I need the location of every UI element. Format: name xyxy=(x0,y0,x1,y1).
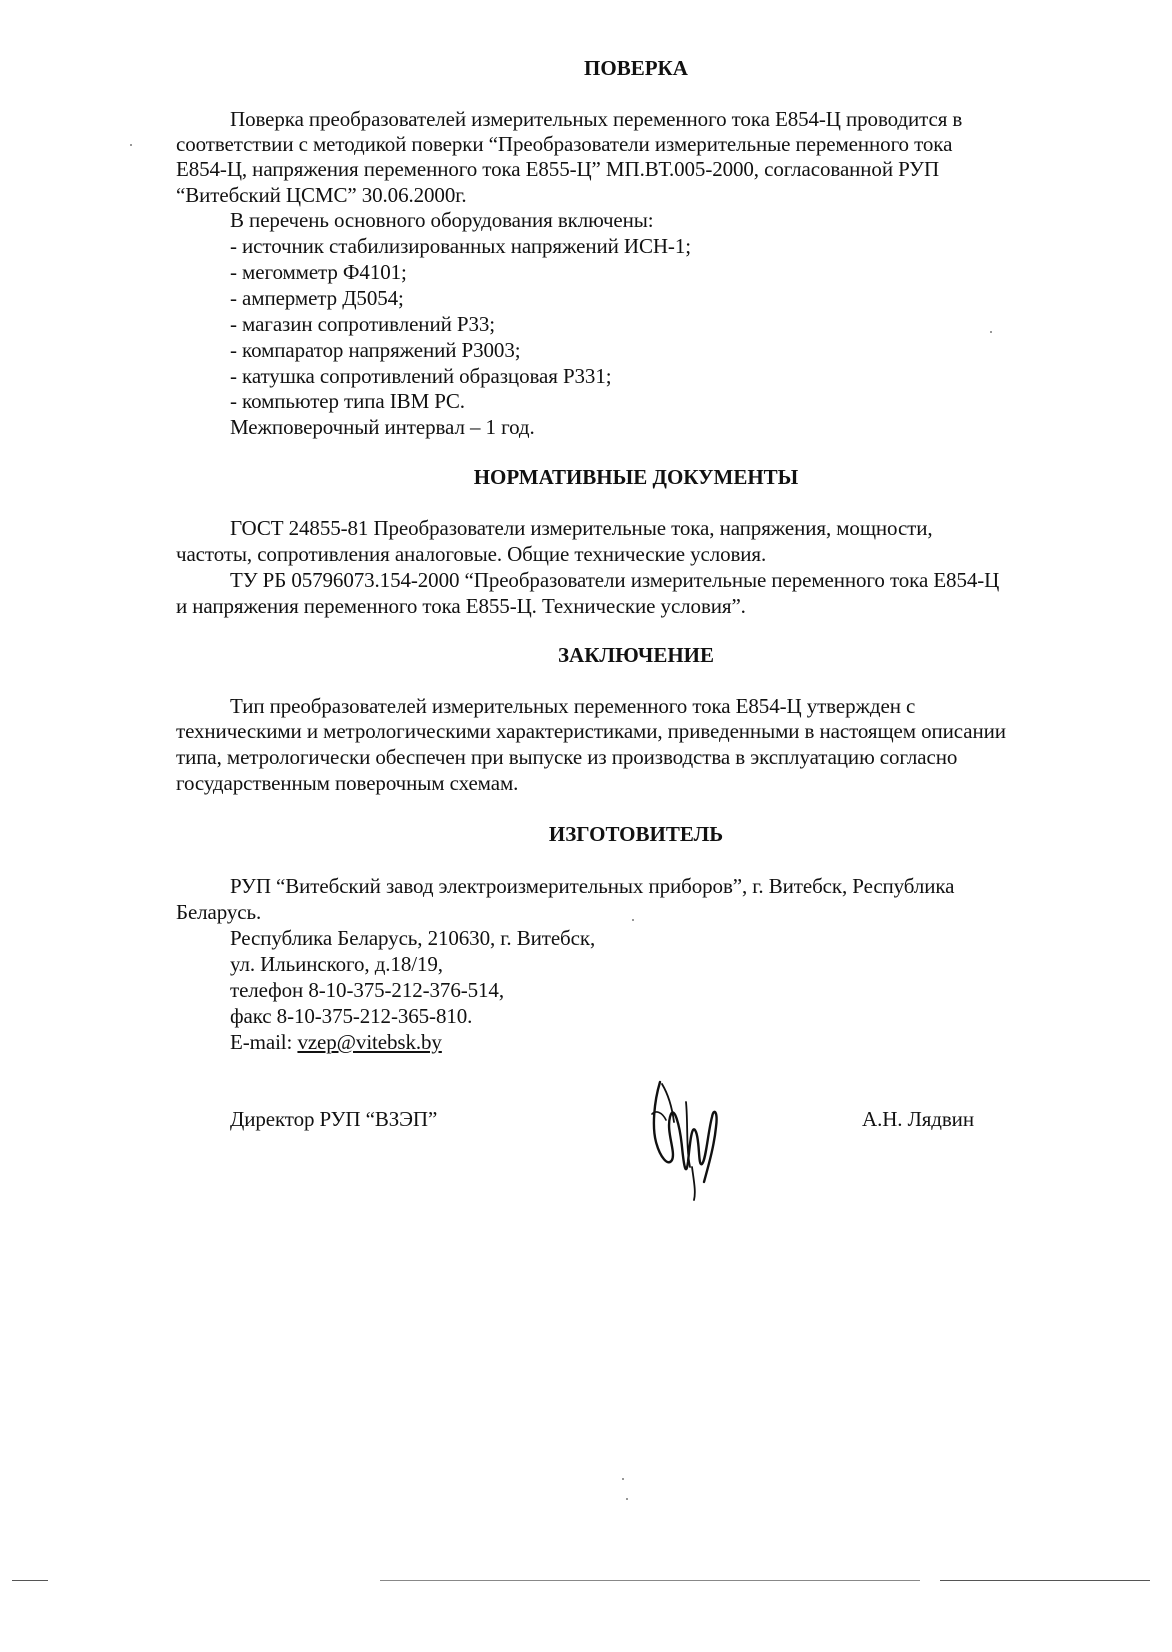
verification-line: Поверка преобразователей измерительных переменного тока Е854-Ц проводится в xyxy=(230,107,963,131)
conclusion-line: государственным поверочным схемам. xyxy=(176,771,519,795)
manufacturer-street: ул. Ильинского, д.18/19, xyxy=(230,952,443,976)
equipment-item: - компьютер типа IBM PC. xyxy=(230,389,465,413)
verification-line: “Витебский ЦСМС” 30.06.2000г. xyxy=(176,183,467,207)
manufacturer-line: Беларусь. xyxy=(176,900,262,924)
heading-normative-documents: НОРМАТИВНЫЕ ДОКУМЕНТЫ xyxy=(473,465,799,489)
manufacturer-phone: телефон 8-10-375-212-376-514, xyxy=(230,978,504,1002)
verification-interval: Межповерочный интервал – 1 год. xyxy=(230,415,535,439)
verification-line: соответствии с методикой поверки “Преобразователи измерительные переменного тока xyxy=(176,132,953,156)
scan-speck xyxy=(632,919,634,921)
equipment-intro: В перечень основного оборудования включены: xyxy=(230,208,654,232)
verification-line: Е854-Ц, напряжения переменного тока Е855-Ц” МП.ВТ.005-2000, согласованной РУП xyxy=(176,157,940,181)
email-label: E-mail: xyxy=(230,1030,298,1054)
scan-edge-mark xyxy=(380,1580,920,1581)
equipment-item: - компаратор напряжений Р3003; xyxy=(230,338,521,362)
scan-speck xyxy=(130,144,132,146)
normative-line: ГОСТ 24855-81 Преобразователи измерительные тока, напряжения, мощности, xyxy=(230,516,933,540)
signatory-name: А.Н. Лядвин xyxy=(862,1107,974,1131)
heading-conclusion: ЗАКЛЮЧЕНИЕ xyxy=(557,643,715,667)
equipment-item: - магазин сопротивлений Р33; xyxy=(230,312,495,336)
scan-speck xyxy=(990,331,992,333)
manufacturer-line: РУП “Витебский завод электроизмерительных приборов”, г. Витебск, Республика xyxy=(230,874,955,898)
manufacturer-fax: факс 8-10-375-212-365-810. xyxy=(230,1004,473,1028)
scan-speck xyxy=(622,1478,624,1480)
normative-line: частоты, сопротивления аналоговые. Общие технические условия. xyxy=(176,542,767,566)
equipment-item: - амперметр Д5054; xyxy=(230,286,404,310)
conclusion-line: типа, метрологически обеспечен при выпуске из производства в эксплуатацию согласно xyxy=(176,745,958,769)
email-link[interactable]: vzep@vitebsk.by xyxy=(297,1030,442,1054)
normative-line: ТУ РБ 05796073.154-2000 “Преобразователи измерительные переменного тока Е854-Ц xyxy=(230,568,1000,592)
normative-line: и напряжения переменного тока Е855-Ц. Технические условия”. xyxy=(176,594,746,618)
scan-edge-mark xyxy=(940,1580,1150,1581)
equipment-item: - мегомметр Ф4101; xyxy=(230,260,407,284)
conclusion-line: техническими и метрологическими характеристиками, приведенными в настоящем описании xyxy=(176,719,1006,743)
signatory-position: Директор РУП “ВЗЭП” xyxy=(230,1107,438,1131)
heading-verification: ПОВЕРКА xyxy=(584,56,688,80)
manufacturer-address: Республика Беларусь, 210630, г. Витебск, xyxy=(230,926,596,950)
handwritten-signature xyxy=(642,1072,732,1202)
equipment-item: - катушка сопротивлений образцовая Р331; xyxy=(230,364,612,388)
scan-edge-mark xyxy=(12,1580,48,1581)
scan-speck xyxy=(626,1498,628,1500)
heading-manufacturer: ИЗГОТОВИТЕЛЬ xyxy=(548,822,724,846)
conclusion-line: Тип преобразователей измерительных переменного тока Е854-Ц утвержден с xyxy=(230,694,916,718)
manufacturer-email xyxy=(230,1030,442,1055)
equipment-item: - источник стабилизированных напряжений ИСН-1; xyxy=(230,234,691,258)
